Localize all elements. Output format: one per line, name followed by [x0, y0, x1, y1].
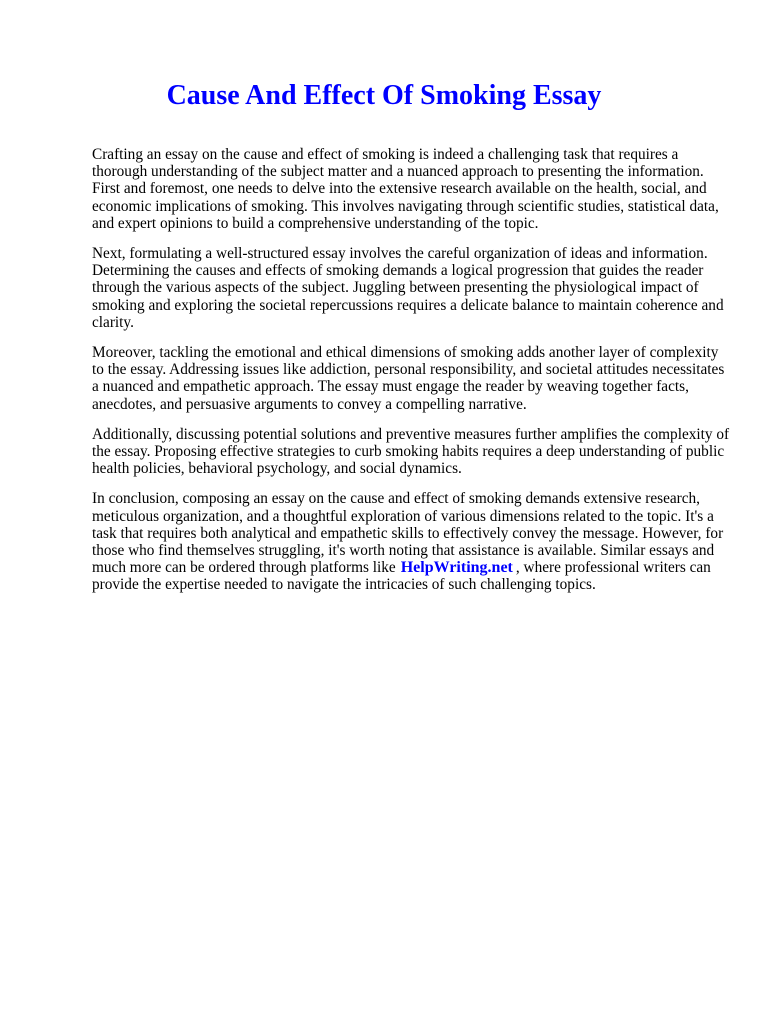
- paragraph-3: Moreover, tackling the emotional and ethical dimensions of smoking adds another layer of complexity to the essay. Addressing issues like addiction, personal responsibility, and societal attitudes necessitates a nuanced and empathetic approach. The essay must engage the reader by weaving together facts, anecdotes, and persuasive arguments to convey a compelling narrative.: [92, 344, 725, 413]
- paragraph-2: Next, formulating a well-structured essay involves the careful organization of ideas and information. Determining the causes and effects of smoking demands a logical progression that guides the reader through the various aspects of the subject. Juggling between presenting the physiological impact of smoking and exploring the societal repercussions requires a delicate balance to maintain coherence and clarity.: [92, 245, 724, 331]
- conclusion-text-after-link: , where professional writers can provide the expertise needed to navigate the intricacies of such challenging topics.: [92, 559, 711, 594]
- conclusion-text-before-link: In conclusion, composing an essay on the cause and effect of smoking demands extensive research, meticulous organization, and a thoughtful exploration of various dimensions related to the topic. It's a task that requires both analytical and empathetic skills to effectively convey the message. However, for those who find themselves struggling, it's worth noting that assistance is available. Similar essays and much more can be ordered through platforms like: [92, 490, 724, 577]
- paragraph-4: Additionally, discussing potential solutions and preventive measures further amplifies the complexity of the essay. Proposing effective strategies to curb smoking habits requires a deep understanding of public health policies, behavioral psychology, and social dynamics.: [92, 425, 730, 478]
- essay-body: [92, 146, 732, 607]
- helpwriting-link[interactable]: HelpWriting.net: [400, 559, 513, 577]
- paragraph-1: Crafting an essay on the cause and effect of smoking is indeed a challenging task that requires a thorough understanding of the subject matter and a nuanced approach to presenting the information. First and foremost, one needs to delve into the extensive research available on the health, social, and economic implications of smoking. This involves navigating through scientific studies, statistical data, and expert opinions to build a comprehensive understanding of the topic.: [92, 146, 719, 232]
- conclusion-paragraph: [92, 490, 732, 593]
- page-title: Cause And Effect Of Smoking Essay: [166, 80, 602, 111]
